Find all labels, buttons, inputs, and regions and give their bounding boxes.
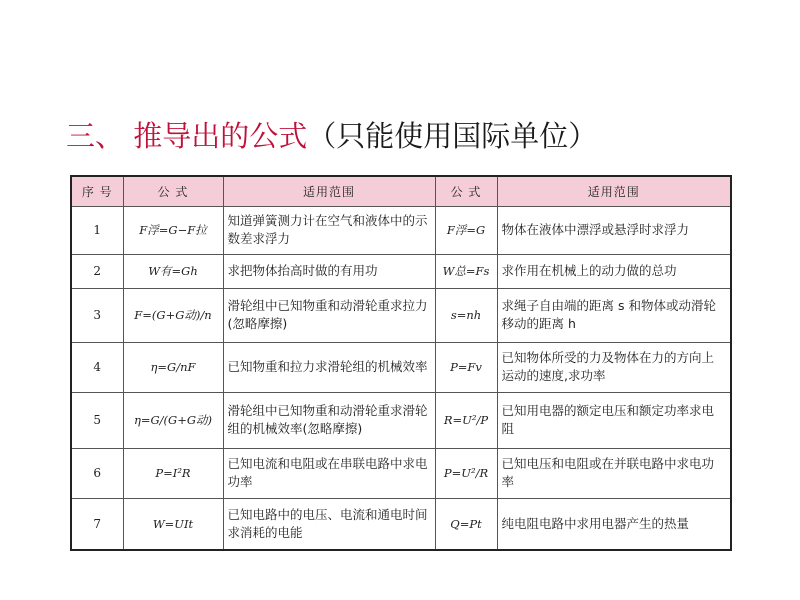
formula-cell: Q=Pt [435,498,497,550]
header-formula-2: 公 式 [435,176,497,206]
scope-cell: 求把物体抬高时做的有用功 [223,254,435,288]
row-number: 2 [71,254,123,288]
scope-cell: 知道弹簧测力计在空气和液体中的示数差求浮力 [223,206,435,254]
row-number: 4 [71,342,123,392]
formula-cell: F浮=G [435,206,497,254]
scope-cell: 已知电路中的电压、电流和通电时间求消耗的电能 [223,498,435,550]
scope-cell: 已知电流和电阻或在串联电路中求电功率 [223,448,435,498]
scope-cell: 滑轮组中已知物重和动滑轮重求滑轮组的机械效率(忽略摩擦) [223,392,435,448]
formula-cell: F浮=G−F拉 [123,206,223,254]
table-row [71,288,731,342]
formula-cell: η=G/nF [123,342,223,392]
formula-table [70,175,732,551]
header-scope-2: 适用范围 [497,176,731,206]
table-row [71,498,731,550]
scope-cell: 物体在液体中漂浮或悬浮时求浮力 [497,206,731,254]
formula-cell: W总=Fs [435,254,497,288]
table-row [71,206,731,254]
scope-cell: 已知物重和拉力求滑轮组的机械效率 [223,342,435,392]
scope-cell: 滑轮组中已知物重和动滑轮重求拉力(忽略摩擦) [223,288,435,342]
header-scope-1: 适用范围 [223,176,435,206]
scope-cell: 求绳子自由端的距离 s 和物体或动滑轮移动的距离 h [497,288,731,342]
page-title [66,116,597,156]
row-number: 6 [71,448,123,498]
header-number: 序 号 [71,176,123,206]
formula-cell: P=I²R [123,448,223,498]
formula-cell: P=Fv [435,342,497,392]
row-number: 1 [71,206,123,254]
scope-cell: 已知物体所受的力及物体在力的方向上运动的速度,求功率 [497,342,731,392]
scope-cell: 已知电压和电阻或在并联电路中求电功率 [497,448,731,498]
row-number: 7 [71,498,123,550]
formula-cell: R=U²/P [435,392,497,448]
scope-cell: 求作用在机械上的动力做的总功 [497,254,731,288]
row-number: 5 [71,392,123,448]
header-formula-1: 公 式 [123,176,223,206]
table-row [71,448,731,498]
title-main: 三、 推导出的公式 [66,119,308,153]
table-header-row [71,176,731,206]
formula-cell: F=(G+G动)/n [123,288,223,342]
scope-cell: 已知用电器的额定电压和额定功率求电阻 [497,392,731,448]
formula-cell: η=G/(G+G动) [123,392,223,448]
formula-cell: s=nh [435,288,497,342]
table-row [71,254,731,288]
formula-cell: W=UIt [123,498,223,550]
row-number: 3 [71,288,123,342]
formula-cell: W有=Gh [123,254,223,288]
table-row [71,342,731,392]
title-subtitle: （只能使用国际单位） [307,119,598,153]
table-row [71,392,731,448]
scope-cell: 纯电阻电路中求用电器产生的热量 [497,498,731,550]
formula-cell: P=U²/R [435,448,497,498]
